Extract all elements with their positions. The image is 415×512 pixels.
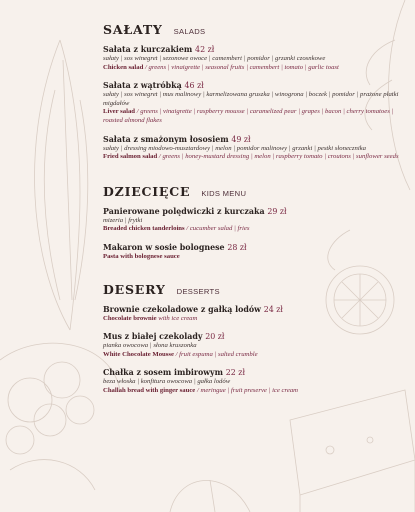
- item-price: 46 zł: [184, 81, 204, 91]
- item-description-en: [103, 253, 403, 262]
- item-name-en: Breaded chicken tanderloins: [103, 225, 185, 233]
- item-description-pl: sałaty | sos winegret | sezonowe owoce | camembert | pomidor | grzanki czosnkowe: [103, 55, 326, 62]
- item-price: 20 zł: [205, 332, 225, 342]
- item-description-pl: mizeria | frytki: [103, 216, 143, 224]
- item-name: Sałata z smażonym łososiem: [103, 134, 229, 144]
- item-description-en: [103, 108, 403, 125]
- item-description-en: [103, 153, 403, 162]
- item-description-pl: beza włoska | konfitura owocowa | gałka lodów: [103, 378, 231, 386]
- section-subtitle: SALADS: [173, 27, 206, 36]
- item-description-pl: sałaty | dressing miodowo-musztardowy | melon | pomidor malinowy | grzanki | pestki słonecznika: [103, 144, 366, 152]
- menu-item: [103, 243, 403, 262]
- item-name-en: White Chocolate Mousse: [103, 350, 174, 358]
- menu-item: [103, 207, 403, 234]
- item-price: 49 zł: [231, 134, 251, 144]
- item-details-en: / fruit espuma | salted crumble: [173, 350, 258, 358]
- item-description-en: [103, 64, 403, 73]
- section-title: DESERY: [103, 281, 166, 297]
- item-details-en: / greens | vinaigrette | seasonal fruits | camembert | tomato | garlic toast: [143, 63, 339, 71]
- section-desserts: [103, 282, 403, 396]
- item-description-en: [103, 351, 403, 360]
- item-name-en: Pasta with bolognese sauce: [103, 252, 180, 260]
- section-title: SAŁATY: [103, 22, 163, 37]
- section-header: [103, 184, 403, 199]
- item-name: Sałata z kurczakiem: [103, 45, 193, 54]
- section-title: DZIECIĘCE: [103, 183, 191, 199]
- menu: [103, 22, 403, 405]
- menu-item: [103, 332, 403, 359]
- section-header: [103, 282, 403, 297]
- item-name: Panierowane polędwiczki z kurczaka: [103, 206, 265, 216]
- menu-item: [103, 135, 403, 162]
- item-description-en: [103, 315, 403, 324]
- menu-item: [103, 305, 403, 324]
- menu-item: [103, 81, 403, 125]
- item-description-en: [103, 225, 403, 234]
- section-subtitle: DESSERTS: [176, 286, 220, 296]
- item-details-en: / meringue | fruit preserve | ice cream: [195, 386, 299, 394]
- section-salads: [103, 22, 403, 162]
- item-price: 24 zł: [263, 304, 283, 314]
- item-details-en: / greens | honey-mustard dressing | melon | raspberry tomato | croutons | sunflower seeds: [157, 153, 399, 161]
- item-description-pl: sałaty | sos winegret | mus malinowy | karmelizowana gruszka | winogrona | boczek | pomidor | prażone płatki migdałów: [103, 91, 399, 107]
- item-details-en: / greens | vinaigrette | raspberry mousse | caramelized pear | grapes | bacon | cherry tomatoes | roasted almond flakes: [103, 108, 394, 124]
- item-price: 22 zł: [225, 368, 246, 378]
- item-name-en: Challah bread with ginger sauce: [103, 386, 196, 394]
- item-name: Sałata z wątróbką: [103, 81, 182, 91]
- item-details-en: / cucumber salad | fries: [184, 225, 250, 233]
- item-name: Mus z białej czekolady: [103, 332, 203, 342]
- item-name-en: Liver salad: [103, 108, 136, 116]
- menu-item: [103, 368, 403, 395]
- item-details-en: with ice cream: [156, 314, 198, 322]
- section-subtitle: KIDS MENU: [201, 188, 247, 198]
- item-name-en: Fried salmon salad: [103, 153, 158, 161]
- item-name-en: Chocolate brownie: [103, 314, 157, 322]
- menu-item: [103, 45, 403, 72]
- item-name: Brownie czekoladowe z gałką lodów: [103, 304, 261, 314]
- section-header: [103, 22, 403, 37]
- item-price: 28 zł: [227, 242, 247, 252]
- section-kids-menu: [103, 184, 403, 262]
- item-name-en: Chicken salad: [103, 63, 144, 71]
- item-name: Chałka z sosem imbirowym: [103, 368, 223, 378]
- item-price: 42 zł: [195, 45, 215, 54]
- item-description-pl: pianka owocowa | słona kruszonka: [103, 342, 197, 350]
- item-name: Makaron w sosie bolognese: [103, 242, 225, 252]
- item-description-en: [103, 387, 403, 396]
- item-price: 29 zł: [267, 206, 287, 216]
